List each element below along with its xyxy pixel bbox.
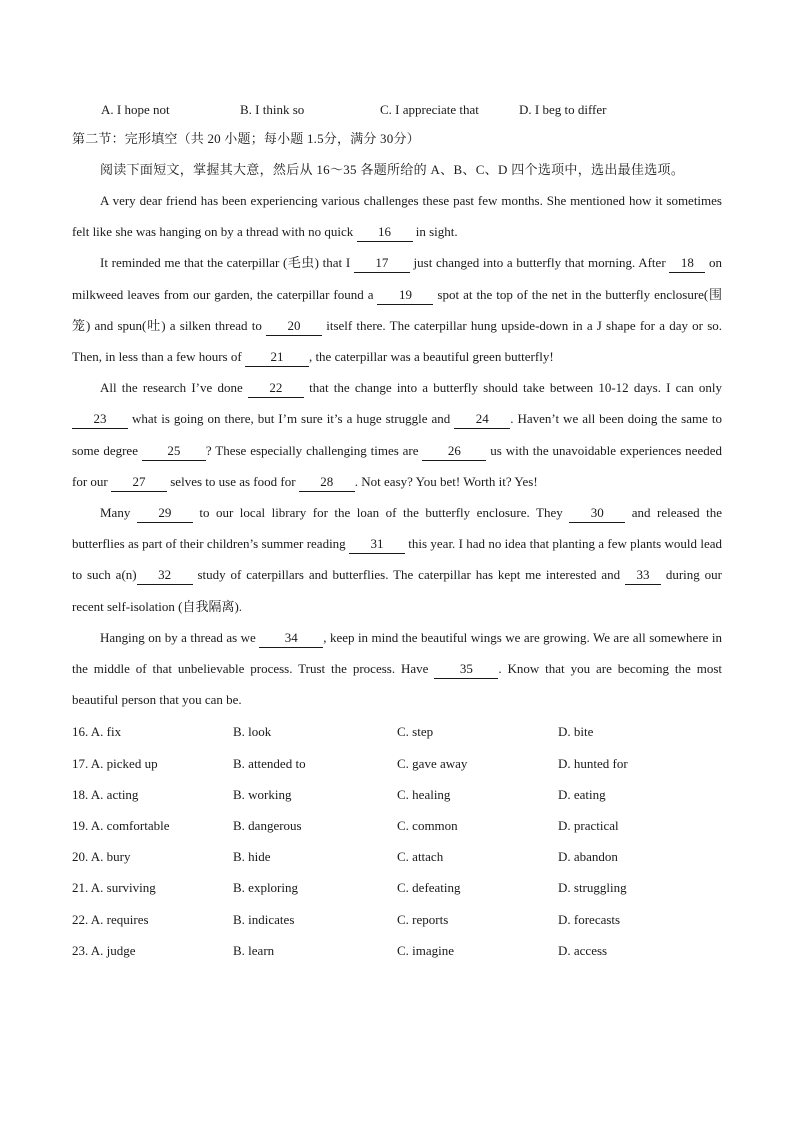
blank-21: 21 xyxy=(245,348,309,367)
option: B. exploring xyxy=(233,880,298,896)
blank-29: 29 xyxy=(137,504,193,523)
text: A very dear friend has been experiencing various challenges these past few months. She mentioned how it sometimes felt like she was hanging on by a thread with no quick xyxy=(72,193,722,240)
text: . Haven’t we all been doing the same to some degree xyxy=(72,411,722,458)
option: B. look xyxy=(233,724,272,740)
text: It reminded me that the caterpillar (毛虫) that I xyxy=(100,255,354,271)
options-row-22 xyxy=(72,904,722,935)
blank-17: 17 xyxy=(354,254,410,273)
option: D. abandon xyxy=(558,849,618,865)
blank-34: 34 xyxy=(259,629,323,648)
blank-19: 19 xyxy=(377,286,433,305)
option: D. struggling xyxy=(558,880,627,896)
option: B. learn xyxy=(233,942,275,958)
option: B. hide xyxy=(233,849,271,865)
blank-23: 23 xyxy=(72,410,128,429)
options-row-23 xyxy=(72,935,722,966)
text: study of caterpillars and butterflies. The caterpillar has kept me interested and xyxy=(192,567,625,583)
blank-31: 31 xyxy=(349,535,405,554)
passage-paragraph-4 xyxy=(72,497,722,622)
text: Hanging on by a thread as we xyxy=(100,629,260,645)
options-row-20 xyxy=(72,841,722,872)
option: C. imagine xyxy=(397,942,455,958)
option: B. attended to xyxy=(233,755,306,771)
options-row-21 xyxy=(72,872,722,903)
option: C. gave away xyxy=(397,755,468,771)
answer-options xyxy=(72,716,722,966)
section-title: 第二节：完形填空（共 20 小题；每小题 1.5分，满分 30分） xyxy=(72,131,420,146)
text: . Not easy? You bet! Worth it? Yes! xyxy=(354,473,538,489)
blank-22: 22 xyxy=(248,379,304,398)
option: C. healing xyxy=(397,786,451,802)
option: 22. A. requires xyxy=(72,911,149,927)
passage-paragraph-3 xyxy=(72,372,722,497)
option: C. attach xyxy=(397,849,444,865)
blank-25: 25 xyxy=(142,442,206,461)
text: , the caterpillar was a beautiful green butterfly! xyxy=(308,349,554,365)
blank-35: 35 xyxy=(434,660,498,679)
option: B. dangerous xyxy=(233,818,302,834)
option: C. defeating xyxy=(397,880,461,896)
blank-24: 24 xyxy=(454,410,510,429)
text: . Know that you are becoming the most beautiful person that you can be. xyxy=(72,661,722,708)
previous-question-options xyxy=(72,96,722,123)
option: D. hunted for xyxy=(558,755,628,771)
blank-28: 28 xyxy=(299,473,355,492)
blank-30: 30 xyxy=(569,504,625,523)
option-c: C. I appreciate that xyxy=(380,101,479,117)
option: D. access xyxy=(558,942,608,958)
text: Many xyxy=(100,505,137,521)
option: B. working xyxy=(233,786,292,802)
text: , keep in mind the beautiful wings we are growing. We are all somewhere in the middle of that unbelievable process. Trust the process. Have xyxy=(72,629,722,677)
option: C. common xyxy=(397,818,458,834)
option: 16. A. fix xyxy=(72,724,122,740)
passage-paragraph-5 xyxy=(72,622,722,716)
exam-page xyxy=(72,96,722,966)
text: during our recent self-isolation (自我隔离). xyxy=(72,567,722,614)
option: 23. A. judge xyxy=(72,942,136,958)
options-row-16 xyxy=(72,716,722,747)
option: C. step xyxy=(397,724,434,740)
passage-paragraph-1 xyxy=(72,185,722,247)
text: spot at the top of the net in the butterfly enclosure(围笼) and spun(吐) a silken thread to xyxy=(72,286,722,333)
option: D. practical xyxy=(558,818,619,834)
text: that the change into a butterfly should take between 10-12 days. I can only xyxy=(303,380,722,396)
blank-26: 26 xyxy=(422,442,486,461)
option: 18. A. acting xyxy=(72,786,139,802)
blank-32: 32 xyxy=(137,566,193,585)
section-instruction: 阅读下面短文，掌握其大意，然后从 16～35 各题所给的 A、B、C、D 四个选项中，选出最佳选项。 xyxy=(100,162,685,177)
text: this year. I had no idea that planting a few plants would lead to such a(n) xyxy=(72,536,723,583)
text: us with the unavoidable experiences needed for our xyxy=(72,442,722,489)
options-row-17 xyxy=(72,748,722,779)
option: D. bite xyxy=(558,724,594,740)
text: what is going on there, but I’m sure it’s a huge struggle and xyxy=(128,411,455,427)
text: to our local library for the loan of the butterfly enclosure. They xyxy=(192,505,570,521)
options-row-18 xyxy=(72,779,722,810)
blank-16: 16 xyxy=(357,223,413,242)
option: D. forecasts xyxy=(558,911,621,927)
option: 19. A. comfortable xyxy=(72,818,170,834)
blank-33: 33 xyxy=(625,566,661,585)
text: itself there. The caterpillar hung upside-down in a J shape for a day or so. Then, in less than a few hours of xyxy=(72,317,723,365)
text: All the research I’ve done xyxy=(100,380,248,396)
options-row-19 xyxy=(72,810,722,841)
option: 20. A. bury xyxy=(72,849,131,865)
passage-paragraph-2 xyxy=(72,247,722,372)
text: selves to use as food for xyxy=(167,473,299,489)
option-a: A. I hope not xyxy=(101,101,170,117)
option-d: D. I beg to differ xyxy=(519,101,607,117)
blank-18: 18 xyxy=(669,254,705,273)
text: in sight. xyxy=(412,224,458,240)
option-b: B. I think so xyxy=(240,101,305,117)
text: just changed into a butterfly that morning. After xyxy=(409,255,670,271)
text: on milkweed leaves from our garden, the caterpillar found a xyxy=(72,255,723,302)
blank-27: 27 xyxy=(111,473,167,492)
option: D. eating xyxy=(558,786,606,802)
option: C. reports xyxy=(397,911,449,927)
option: B. indicates xyxy=(233,911,295,927)
option: 21. A. surviving xyxy=(72,880,156,896)
text: and released the butterflies as part of their children’s summer reading xyxy=(72,505,722,552)
blank-20: 20 xyxy=(266,317,322,336)
text: ? These especially challenging times are xyxy=(205,442,423,458)
option: 17. A. picked up xyxy=(72,755,158,771)
